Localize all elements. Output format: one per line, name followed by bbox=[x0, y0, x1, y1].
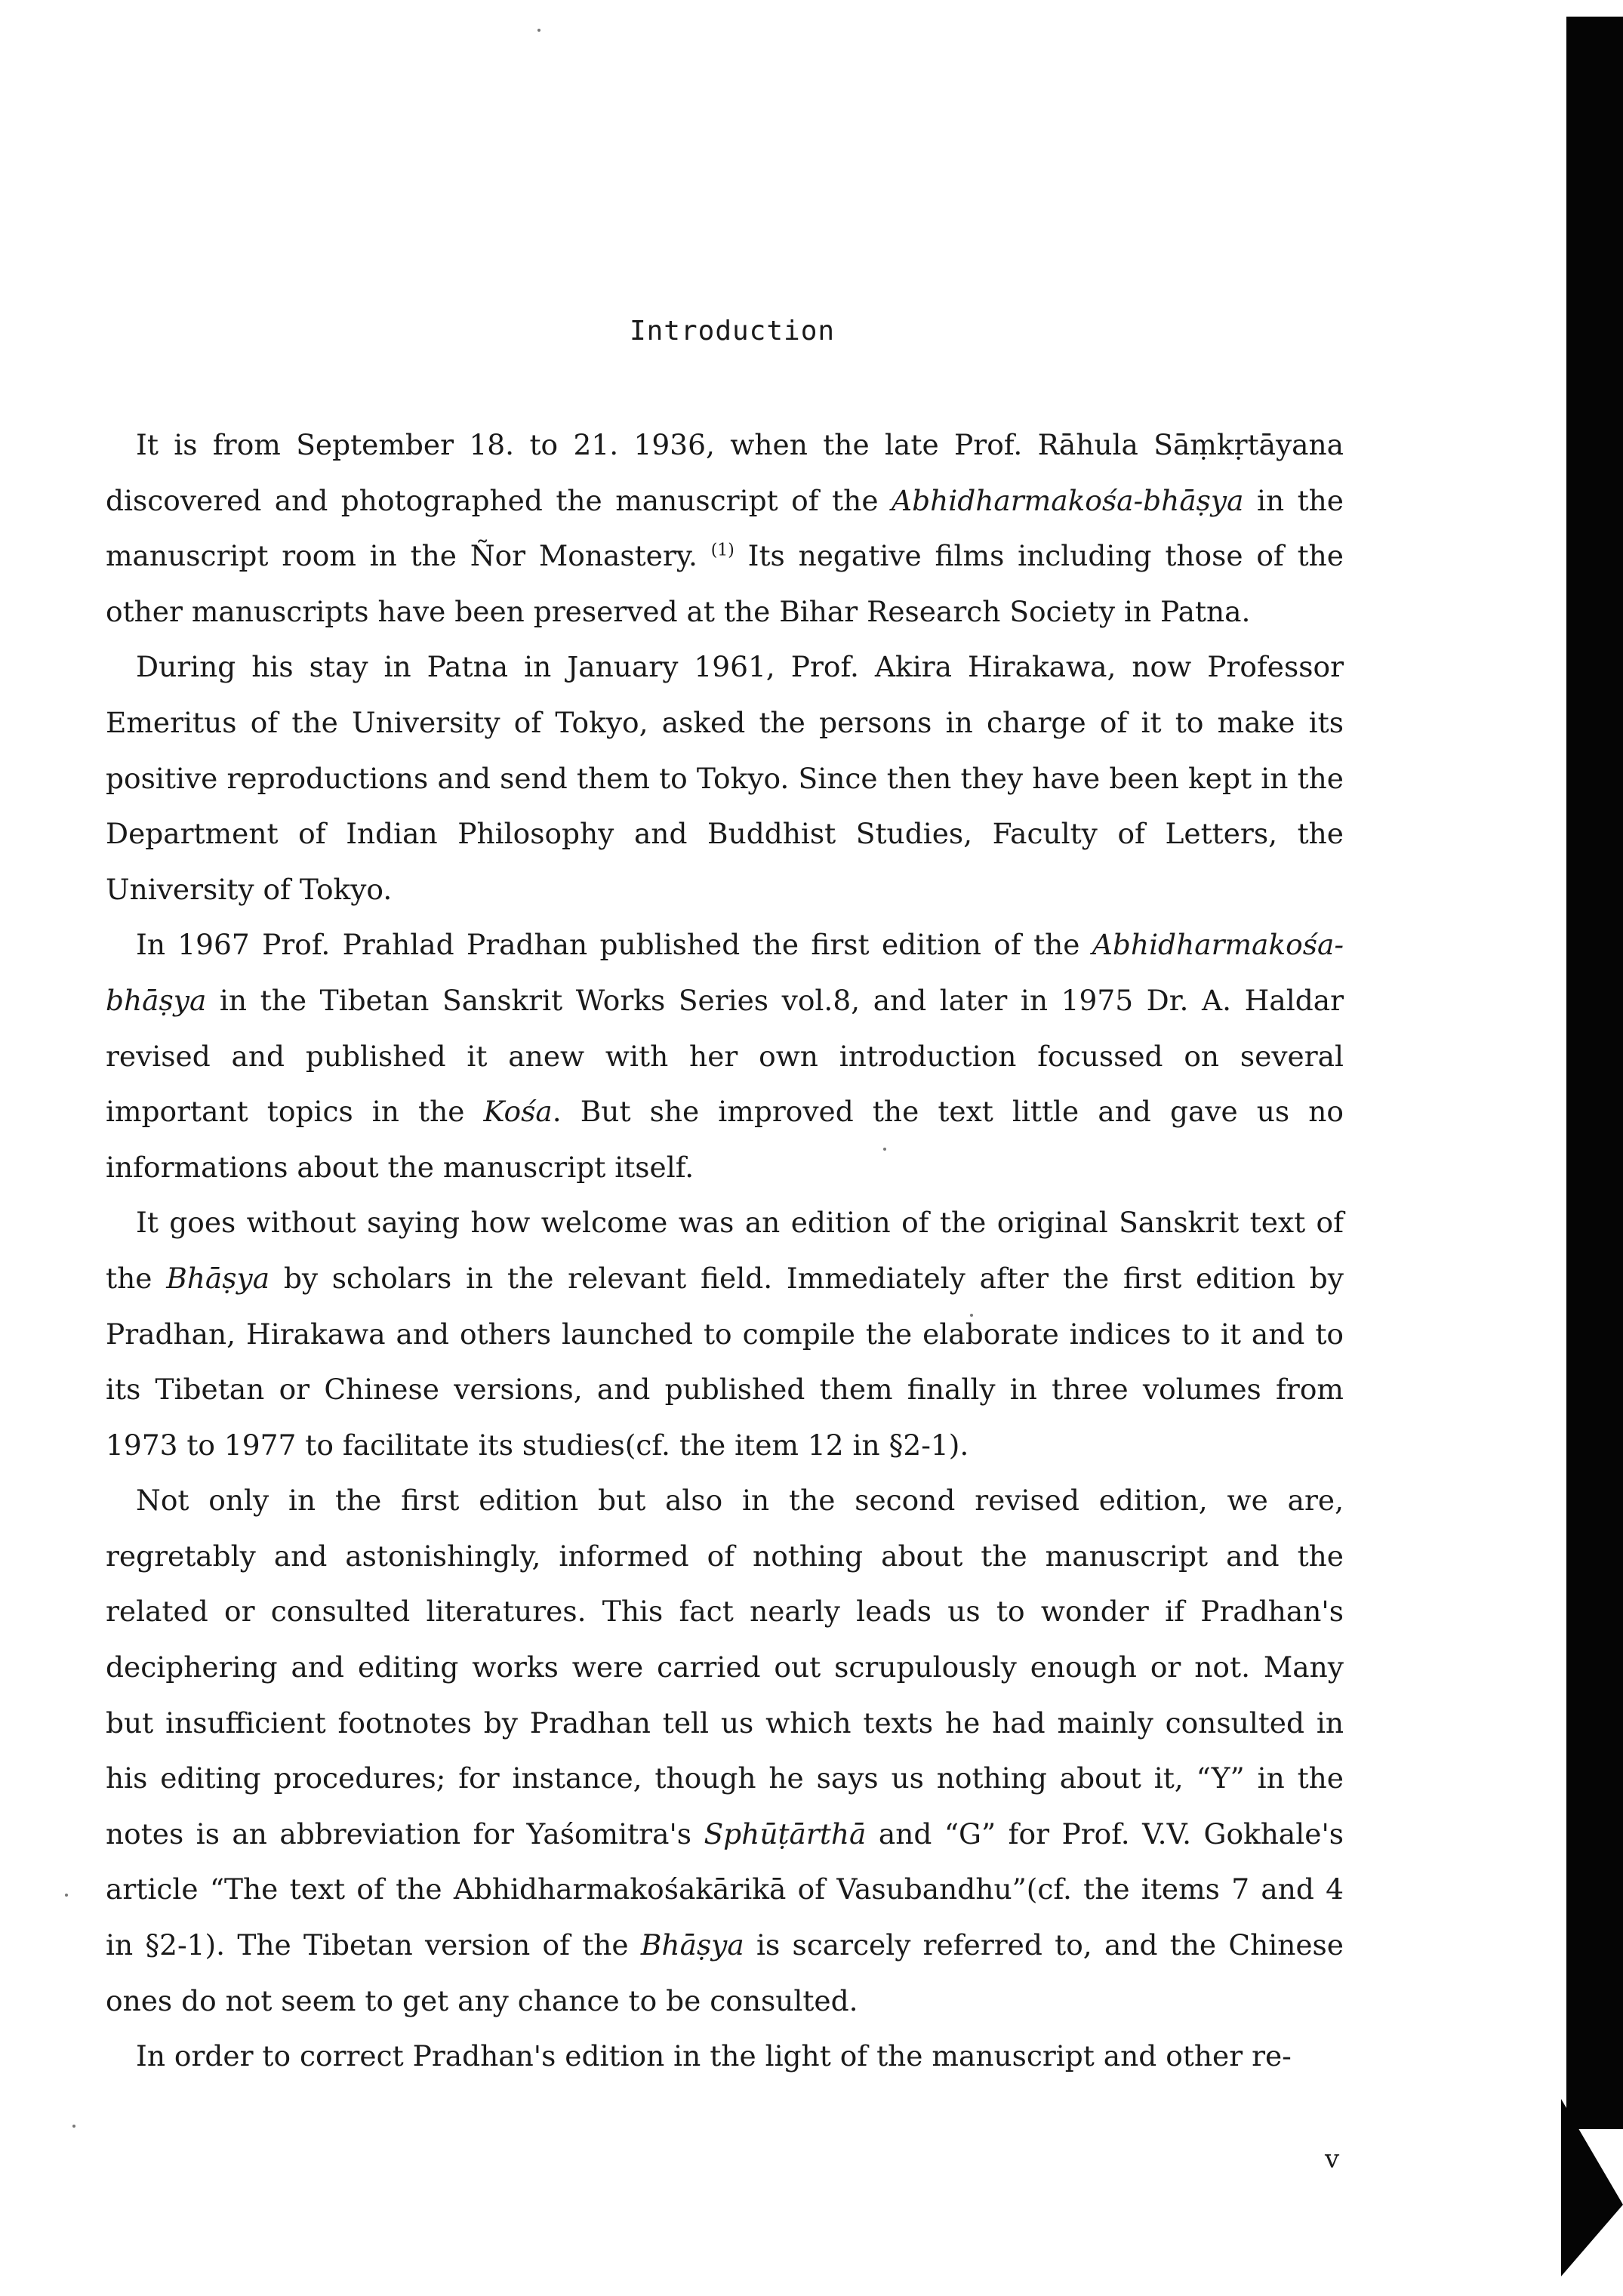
text-segment: It is from September 18. to 21. 1936, when the late Prof. Rāhula Sāṃkṛtāyana discovered and photographed the manuscript of the bbox=[106, 428, 1344, 517]
text-segment-italic: Kośa bbox=[483, 1095, 553, 1129]
text-segment: in the manuscript room in the Ñor Monastery. bbox=[106, 483, 1344, 573]
text-segment-italic: Abhidharmakośa-bhāṣya bbox=[106, 928, 1344, 1017]
text-segment: and “G” for Prof. V.V. Gokhale's article “The text of the Abhidharmakośakārikā of Vasubandhu”(cf. the items 7 and 4 in §2-1). The Tibetan version of the bbox=[106, 1817, 1344, 1962]
paragraph-1 bbox=[106, 418, 1344, 639]
footnote-ref: (1) bbox=[710, 541, 735, 560]
text-segment-italic: Bhāṣya bbox=[166, 1261, 270, 1295]
text-segment: In order to correct Pradhan's edition in the light of the manuscript and other re- bbox=[136, 2039, 1292, 2073]
text-segment: Its negative films including those of the other manuscripts have been preserved at the Bihar Research Society in Patna. bbox=[106, 539, 1344, 628]
text-segment-italic: Bhāṣya bbox=[640, 1928, 744, 1962]
text-segment: It goes without saying how welcome was an edition of the original Sanskrit text of the bbox=[106, 1206, 1344, 1295]
paragraph-5 bbox=[106, 1473, 1344, 2029]
text-segment: by scholars in the relevant field. Immediately after the first edition by Pradhan, Hirakawa and others launched to compile the elaborate indices to it and to its Tibetan or Chinese versions, and published them finally in three volumes from 1973 to 1977 to facilitate its studies(cf. the item 12 in §2-1). bbox=[106, 1261, 1344, 1462]
paragraph-3 bbox=[106, 917, 1344, 1195]
speck bbox=[883, 1148, 886, 1151]
text-segment: During his stay in Patna in January 1961, Prof. Akira Hirakawa, now Professor Emeritus of the University of Tokyo, asked the persons in charge of it to make its positive reproductions and send them to Tokyo. Since then they have been kept in the Department of Indian Philosophy and Buddhist Studies, Faculty of Letters, the University of Tokyo. bbox=[106, 650, 1344, 906]
page-number: v bbox=[1325, 2144, 1340, 2174]
text-segment-italic: Abhidharmakośa-bhāṣya bbox=[892, 483, 1244, 517]
text-segment: in the Tibetan Sanskrit Works Series vol.8, and later in 1975 Dr. A. Haldar revised and published it anew with her own introduction focussed on several important topics in the bbox=[106, 983, 1344, 1129]
speck bbox=[537, 29, 540, 32]
text-segment: . But she improved the text little and gave us no informations about the manuscript itself. bbox=[106, 1095, 1344, 1184]
paragraph-4 bbox=[106, 1195, 1344, 1473]
paragraph-6 bbox=[106, 2029, 1344, 2085]
body-text bbox=[106, 418, 1344, 2085]
text-segment: Not only in the first edition but also in the second revised edition, we are, regretably and astonishingly, informed of nothing about the manuscript and the related or consulted literatures. This fact nearly leads us to wonder if Pradhan's deciphering and editing works were carried out scrupulously enough or not. Many but insufficient footnotes by Pradhan tell us which texts he had mainly consulted in his editing procedures; for instance, though he says us nothing about it, “Y” in the notes is an abbreviation for Yaśomitra's bbox=[106, 1484, 1344, 1851]
text-segment-italic: Sphūṭārthā bbox=[704, 1817, 867, 1851]
page-heading: Introduction bbox=[629, 316, 836, 347]
scan-edge-shadow bbox=[1566, 17, 1623, 2129]
speck bbox=[72, 2125, 75, 2128]
paragraph-2 bbox=[106, 639, 1344, 917]
scan-edge-notch bbox=[1561, 2099, 1623, 2276]
text-segment: is scarcely referred to, and the Chinese ones do not seem to get any chance to be consulted. bbox=[106, 1928, 1344, 2017]
speck bbox=[65, 1894, 68, 1897]
speck bbox=[970, 1314, 973, 1317]
text-segment: In 1967 Prof. Prahlad Pradhan published the first edition of the bbox=[136, 928, 1092, 962]
